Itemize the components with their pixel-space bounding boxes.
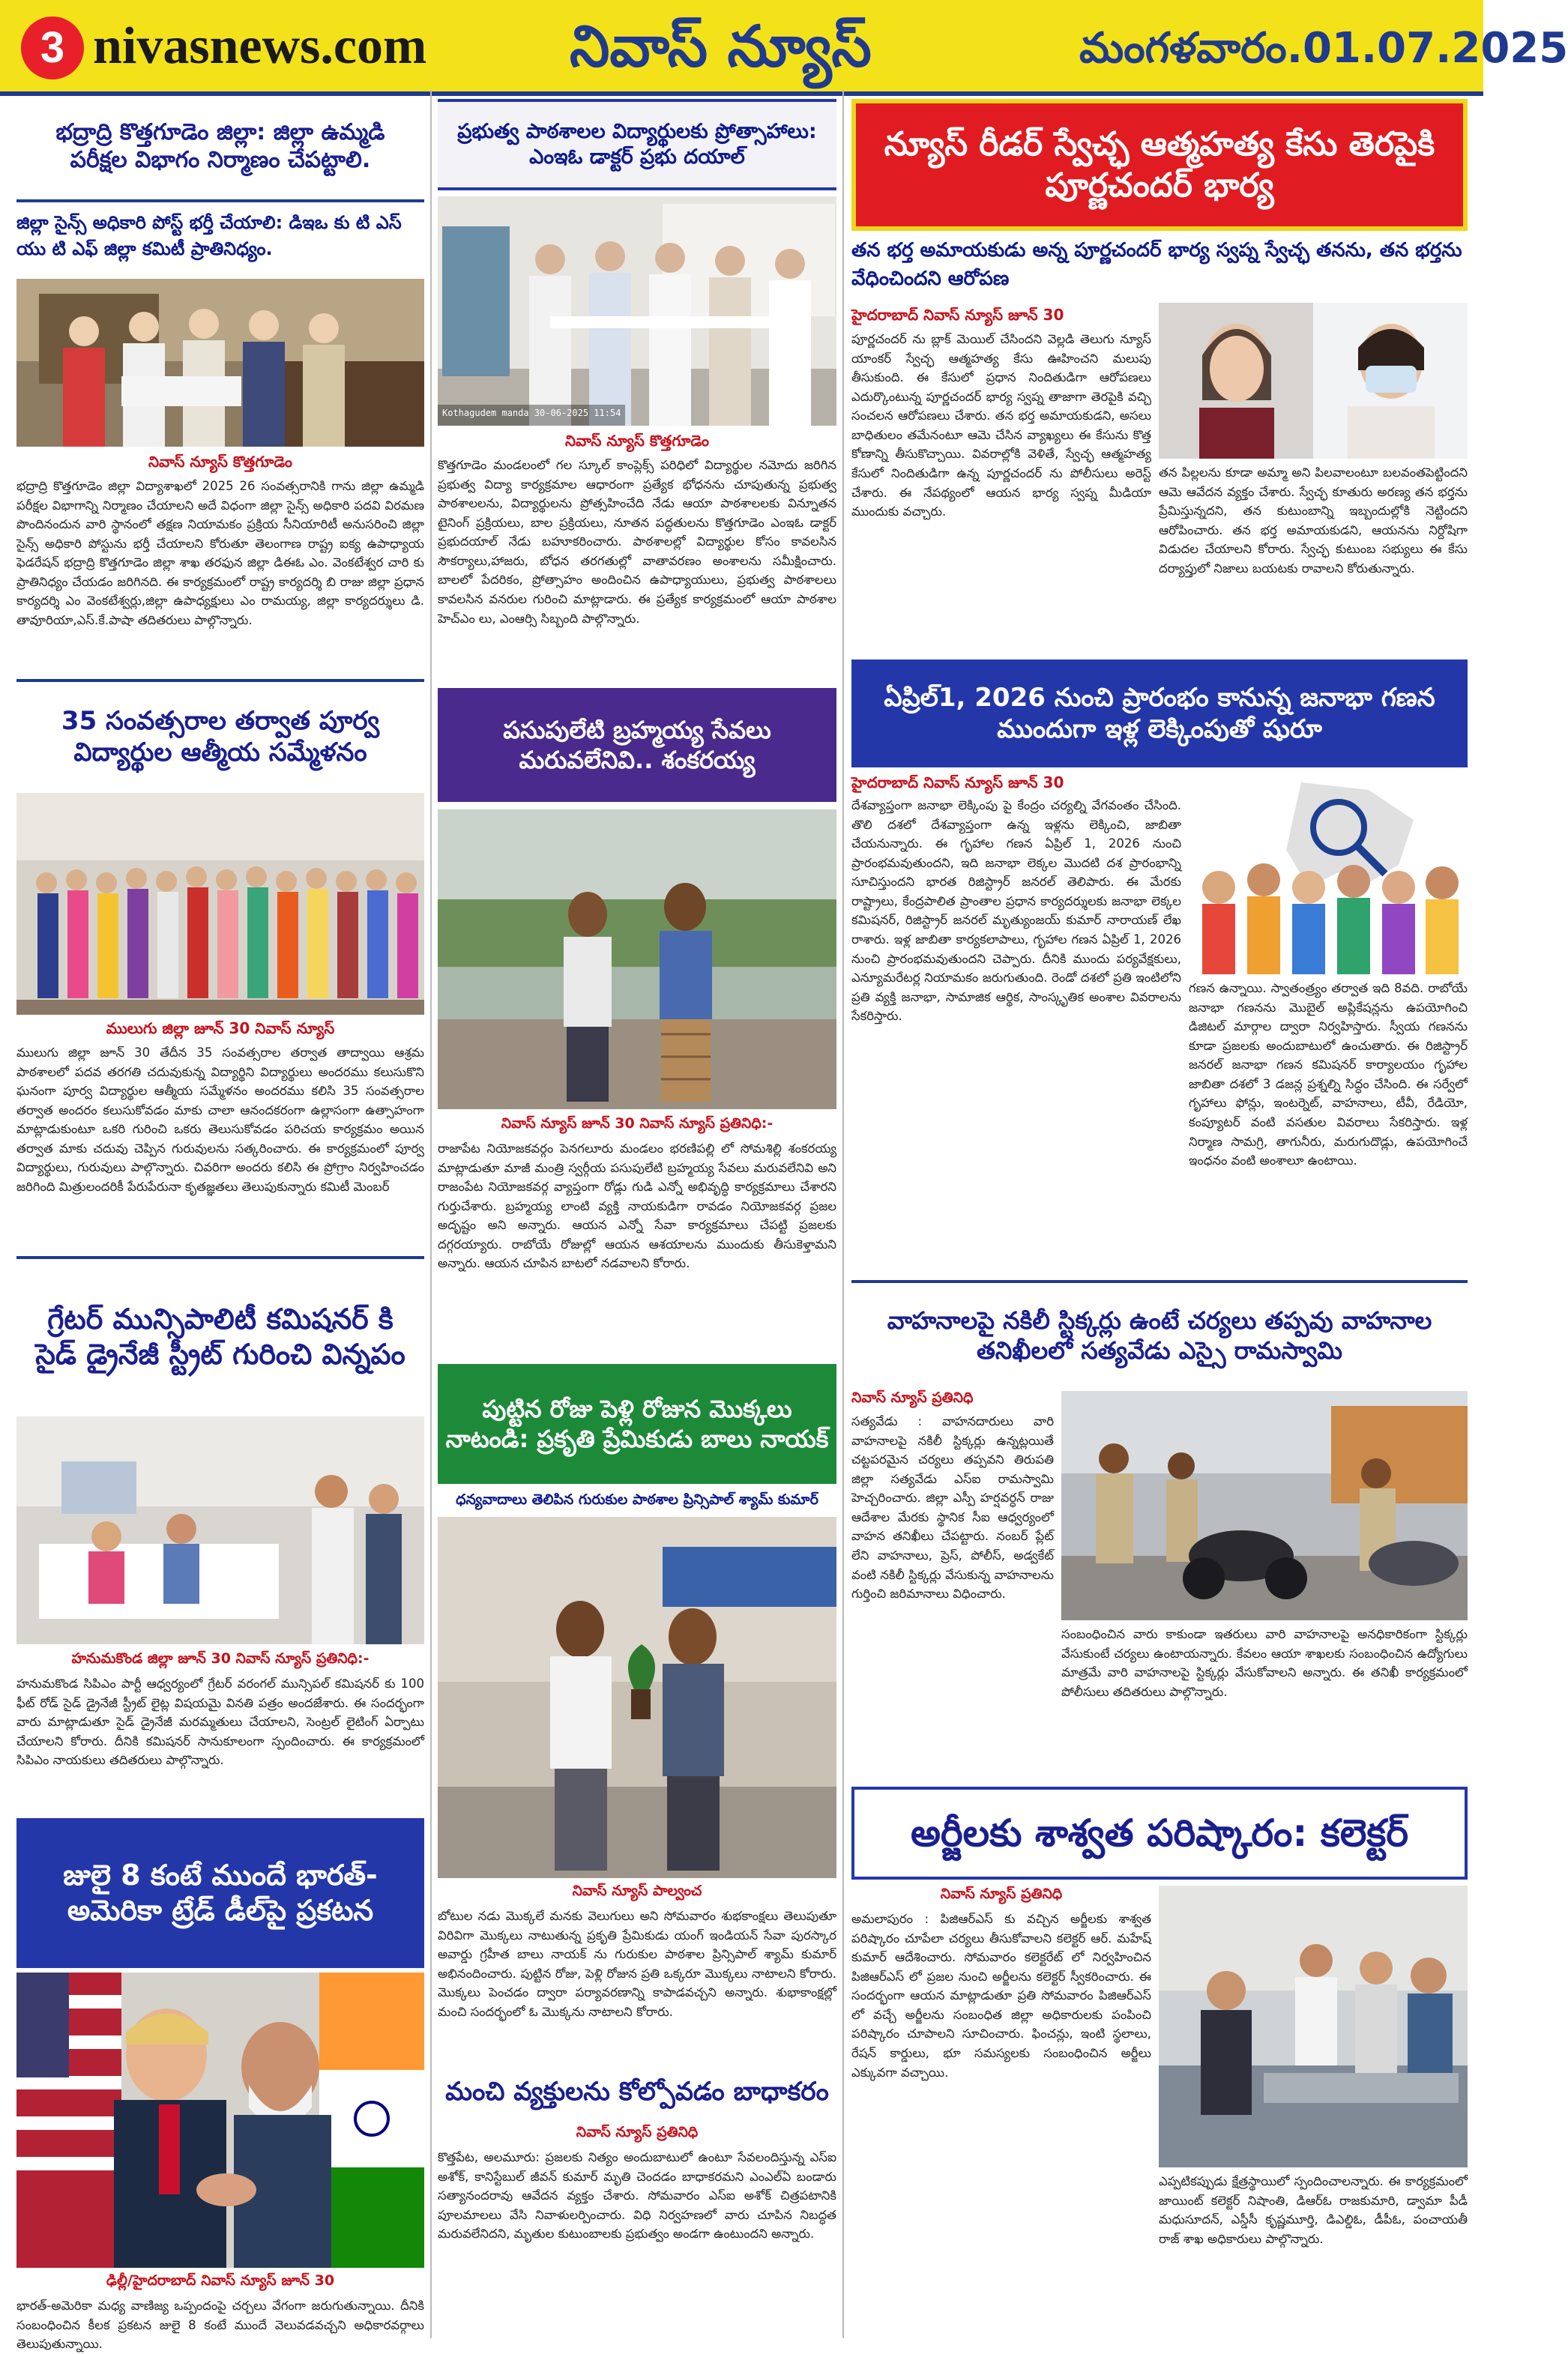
story1-byline: నివాస్ న్యూస్ కొత్తగూడెం bbox=[148, 453, 293, 471]
story9-byline: నివాస్ న్యూస్ ప్రతినిధి bbox=[576, 2124, 699, 2140]
story7-headline: గ్రేటర్ మున్సిపాలిటీ కమిషనర్ కి సైడ్ డ్రైనేజీ స్ట్రీట్ గురించి విన్నపం bbox=[16, 1262, 424, 1412]
story11-photo bbox=[1159, 1886, 1468, 2167]
site-name[interactable]: nivasnews.com bbox=[93, 17, 427, 75]
photo-timestamp: Kothagudem manda 30-06-2025 11:54 bbox=[442, 408, 621, 418]
story6-body-left: దేశవ్యాప్తంగా జనాభా లెక్కింపు పై కేంద్రం చర్యల్ని వేగవంతం చేసింది. తొలి దశలో దేశవ్యాప్తంగా ఉన్న ఇళ్లను లెక్కించి, జాబితా చేయనున్నారు. ఈ గృహాల గణన ఏప్రిల్ 1, 2026 నుంచి ప్రారంభమవుతుందని, ఇది జనాభా లెక్కల మొదటి దశ ప్రారంభాన్ని సూచిస్తుందని భారత రిజిస్ట్రార్ జనరల్ తెలిపారు. ఈ మేరకు రాష్ట్రాలు, కేంద్రపాలిత ప్రాంతాల ప్రధాన కార్యదర్శులకు జనాభా లెక్కల కమిషనర్, రిజిస్ట్రార్ జనరల్ మృత్యుంజయ్ కుమార్ నారాయణ్ లేఖ రాశారు. ఇళ్ల జాబితా కార్యకలాపాలు, గృహాల గణన ఏప్రిల్ 1, 2026 నుంచి ప్రారంభమవుతుందని చెప్పారు. దీనికి ముందు పర్యవేక్షకులు, ఎన్యూమరేటర్ల నియామకం జరుగుతుంది. రెండో దశలో ప్రతి ఇంటిలోని ప్రతి వ్యక్తి జనాభా, సామాజిక ఆర్థిక, సాంస్కృతిక అంశాల వివరాలను సేకరిస్తారు. bbox=[851, 798, 1181, 1024]
story12-photo bbox=[16, 1973, 424, 2268]
divider bbox=[851, 1280, 1468, 1283]
story6-byline: హైదరాబాద్ నివాస్ న్యూస్ జూన్ 30 bbox=[851, 773, 1064, 791]
story3-body-left: పూర్ణచందర్ ను బ్లాక్ మెయిల్ చేసిందని వెల్లడి తెలుగు న్యూస్ యాంకర్ స్వేచ్ఛ ఆత్మహత్య కేసు ఊహించని మలుపు తీసుకుంది. ఈ కేసులో ప్రధాన నిందితుడిగా ఆరోపణలు ఎదుర్కొంటున్న పూర్ణచందర్ భార్య స్వప్న తాజాగా తెరపైకి వచ్చి సంచలన ఆరోపణలు చేశారు. తన భర్త అమాయకుడని, అసలు బాధితులం తమేనంటూ ఆమె చేసిన వ్యాఖ్యలు ఈ కేసును కొత్త కోణాన్ని తీసుకొచ్చాయి. వివరాల్లోకి వెళితే, స్వేచ్ఛ ఆత్మహత్య కేసులో నిందితుడిగా ఉన్న పూర్ణచందర్ ను పోలీసులు అరెస్ట్ చేశారు. ఈ నేపథ్యంలో ఆయన భార్య స్వప్న మీడియా ముందుకు వచ్చారు. bbox=[851, 332, 1151, 519]
story1-body: భద్రాద్రి కొత్తగూడెం జిల్లా విద్యాశాఖలో 2025 26 సంవత్సరానికి గాను జిల్లా ఉమ్మడి పరీక్షల విభాగాన్ని నిర్మాణం చేయాలని అదే విధంగా జిల్లా సైన్స్ అధికారి పదవి విరమణ పొందినందున వారి స్థానంలో తక్షణ నియామకం ప్రక్రియ సీనియారిటీ అనుసరించి జిల్లా సైన్స్ అధికారి పోస్టును భర్తీ చేయాలని కోరుతూ తెలంగాణ రాష్ట్ర ఐక్య ఉపాధ్యాయ ఫెడరేషన్ భద్రాద్రి కొత్తగూడెం జిల్లా శాఖ తరఫున జిల్లా డిఈఓ ఎం. వెంకటేశ్వర చారి కు ప్రాతినిధ్యం చేయడం జరిగినది. ఈ కార్యక్రమంలో రాష్ట్ర కార్యదర్శి బి రాజు జిల్లా ప్రధాన కార్యదర్శి ఎం వెంకటేశ్వర్లు,జిల్లా ఉపాధ్యక్షులు ఎం రామయ్య, జిల్లా కార్యదర్శులు డి. తావూరియా,ఎస్.కే.పాషా తదితరులు పాల్గొన్నారు. bbox=[16, 479, 424, 627]
story3-headline: న్యూస్ రీడర్ స్వేచ్ఛ ఆత్మహత్య కేసు తెరపైకి పూర్ణచందర్ భార్య bbox=[851, 99, 1468, 231]
story2-body: కొత్తగూడెం మండలంలో గల స్కూల్ కాంప్లెక్స్ పరిధిలో విద్యార్థుల నమోదు జరిగిన ప్రభుత్వ విద్యా కార్యక్రమాల ఆధారంగా ప్రత్యేక భోధనను చూపుతున్న ప్రభుత్వ పాఠశాలలను, విద్యార్థులను ప్రోత్సహించేది నేడు ఆయా పాఠశాలలకు విన్నూతన టైనింగ్ ప్రక్రియలు, బాల ప్రక్రియలు, నూతన పద్ధతులను కొత్తగూడెం ఎంఇఓ డాక్టర్ ప్రభుదయాల్ నేడు బహూకరించారు. పాఠశాలల్లో విద్యార్థుల కోసం కావలసిన సౌకర్యాలు,హాజరు, బోధన తరగతుల్లో వాతావరణం అంశాలను సమీక్షించారు. బాలలో పేదరికం, ప్రోత్సాహం అందించిన ఉపాధ్యాయులు, ప్రభుత్వ పాఠశాలలు కావలసిన వనరుల గురించి మాట్లాడారు. ఈ ప్రత్యేక కార్యక్రమంలో ఆయా పాఠశాల హెచ్ఎం లు, ఎంఆర్సి సిబ్బంది పాల్గొన్నారు. bbox=[438, 458, 836, 626]
story6-headline: ఏప్రిల్1, 2026 నుంచి ప్రారంభం కానున్న జనాభా గణన ముందుగా ఇళ్ల లెక్కింపుతో షురూ bbox=[851, 660, 1468, 767]
story8-headline: పుట్టిన రోజు పెళ్లి రోజున మొక్కలు నాటండి: ప్రకృతి ప్రేమికుడు బాలు నాయక్ bbox=[438, 1364, 836, 1484]
story7-photo bbox=[16, 1416, 424, 1644]
story5-body: రాజాపేట నియోజకవర్గం పెనగలూరు మండలం భరణిపల్లి లో సోమశిల్లి శంకరయ్య మాట్లాడుతూ మాజీ మంత్రి స్వర్గీయ పసుపులేటి బ్రహ్మయ్య సేవలు మరువలేనివి అని రాజంపేట నియోజకవర్గ వ్యాప్తంగా రోడ్లు గుడి ఎన్నో అభివృద్ధి కార్యక్రమాలు చేశారని గుర్తుచేశారు. బ్రహ్మయ్య లాంటి వ్యక్తి నాయకుడిగా రావడం నియోజకవర్గ ప్రజల అదృష్టం అని అన్నారు. ఆయన ఎన్నో సేవా కార్యక్రమాలు చేపట్టి ప్రజలకు దగ్గరయ్యారు. రాబోయే రోజుల్లో ఆయన ఆశయాలను ముందుకు తీసుకెళ్తామని అన్నారు. ఆయన చూపిన బాటలో నడవాలని కోరారు. bbox=[438, 1141, 836, 1271]
divider bbox=[16, 679, 424, 682]
story11-byline: నివాస్ న్యూస్ ప్రతినిధి bbox=[940, 1886, 1063, 1902]
story9-body: కొత్తపేట, అలమూరు: ప్రజలకు నిత్యం అందుబాటులో ఉంటూ సేవలందిస్తున్న ఎస్ఐ అశోక్, కానిస్టేబుల్ జీవన్ కుమార్ మృతి చెందడం బాధాకరమని ఎంఎల్ఏ బండారు సత్యానందరావు ఆవేదన వ్యక్తం చేశారు. సోమవారం ఎస్ఐ అశోక్ చిత్రపటానికి పూలమాలలు వేసి నివాళులర్పించారు. విధి నిర్వహణలో వారు చూపిన నిబద్ధత మరువలేనిదని, మృతుల కుటుంబాలకు ప్రభుత్వం అండగా ఉంటుందని అన్నారు. bbox=[438, 2150, 836, 2242]
story10-photo bbox=[1061, 1391, 1468, 1620]
story6-body-right: గణన ఉన్నాయి. స్వాతంత్ర్యం తర్వాత ఇది 8వది. రాబోయే జనాభా గణనను మొబైల్ అప్లికేషన్లను ఉపయోగించి డిజిటల్ మార్గాల ద్వారా నిర్వహిస్తారు. స్వీయ గణనను కూడా ప్రజలకు అందుబాటులో ఉంచుతారు. ఈ రిజిస్ట్రార్ జనరల్ జనాభా గణన కమిషనర్ కార్యాలయం గృహాల జాబితా దశలో 3 డజన్ల ప్రశ్నల్ని సిద్ధం చేసింది. ఈ సర్వేలో గృహాలు ఫోన్లు, ఇంటర్నెట్, వాహనాలు, టీవీ, రేడియో, కంప్యూటర్ వంటి వసతుల వివరాలు సేకరిస్తారు. ఇళ్ల నిర్మాణ సామగ్రి, తాగునీరు, మరుగుదొడ్లు, ఉపయోగించే ఇంధనం వంటి అంశాలూ ఉంటాయి. bbox=[1189, 981, 1468, 1168]
story7-body: హనుమకొండ సిపిఎం పార్టీ ఆధ్వర్యంలో గ్రేటర్ వరంగల్ మున్సిపల్ కమిషనర్ కు 100 ఫీట్ రోడ్ సైడ్ డ్రైనేజీ స్ట్రీట్ లైట్ల విషయమై వినతి పత్రం అందజేశారు. ఈ సందర్భంగా వారు మాట్లాడుతూ సైడ్ డ్రైనేజీ మరమ్మతులు చేయాలని, సెంట్రల్ లైటింగ్ ఏర్పాటు చేయాలని కోరారు. దీనికి కమిషనర్ సానుకూలంగా స్పందించారు. ఈ కార్యక్రమంలో సిపిఎం నాయకులు తదితరులు పాల్గొన్నారు. bbox=[16, 1677, 424, 1768]
story5-byline: నివాస్ న్యూస్ జూన్ 30 నివాస్ న్యూస్ ప్రతినిధి:- bbox=[501, 1115, 774, 1132]
page-number-badge: 3 bbox=[21, 16, 84, 79]
story7-byline: హనుమకొండ జిల్లా జూన్ 30 నివాస్ న్యూస్ ప్రతినిధి:- bbox=[71, 1650, 370, 1667]
story10-body-left: సత్యవేడు : వాహనదారులు వారి వాహనాలపై నకిలీ స్టిక్కర్లు ఉన్నట్లయితే చట్టపరమైన చర్యలు తప్పవని తిరుపతి జిల్లా సత్యవేడు ఎస్ఐ రామస్వామి హెచ్చరించారు. జిల్లా ఎస్పీ హర్షవర్ధన్ రాజు ఆదేశాల మేరకు స్థానిక సీఐ ఆధ్వర్యంలో వాహన తనిఖీలు చేపట్టారు. నంబర్ ప్లేట్ లేని వాహనాలు, ప్రెస్, పోలీస్, అడ్వకేట్ వంటి నకిలీ స్టిక్కర్లు వేసుకున్న వాహనాలను గుర్తించి జరిమానాలు విధించారు. bbox=[851, 1414, 1054, 1602]
story10-body-right: సంబంధించిన వారు కాకుండా ఇతరులు వారి వాహనాలపై అనధికారికంగా స్టిక్కర్లు వేసుకుంటే చర్యలు ఉంటాయన్నారు. కేవలం ఆయా శాఖలకు సంబంధించిన ఉద్యోగులు మాత్రమే వారి వాహనాలపై స్టిక్కర్లు వేసుకోవాలని అన్నారు. ఈ తనిఖీ కార్యక్రమంలో పోలీసులు తదితరులు పాల్గొన్నారు. bbox=[1061, 1627, 1468, 1699]
story2-byline: నివాస్ న్యూస్ కొత్తగూడెం bbox=[564, 432, 710, 450]
story1-photo bbox=[16, 279, 424, 447]
story4-headline: 35 సంవత్సరాల తర్వాత పూర్వ విద్యార్థుల ఆత్మీయ సమ్మేళనం bbox=[16, 685, 424, 788]
brand-title: నివాస్ న్యూస్ bbox=[570, 13, 872, 79]
story12-byline: ఢిల్లీ/హైదరాబాద్ నివాస్ న్యూస్ జూన్ 30 bbox=[106, 2272, 335, 2289]
story8-subheading: ధన్యవాదాలు తెలిపిన గురుకుల పాఠశాల ప్రిన్సిపాల్ శ్యామ్ కుమార్ bbox=[456, 1491, 818, 1508]
story11-body-right: ఎప్పటికప్పుడు క్షేత్రస్థాయిలో స్పందించాలన్నారు. ఈ కార్యక్రమంలో జాయింట్ కలెక్టర్ నిషాంతి, డిఆర్ఓ రాజకుమారి, డ్వామా పీడీ మధుసూదన్, ఎస్డీసీ కృష్ణమూర్తి, డిఎల్డిఓ, డీపీఓ, పంచాయతీ రాజ్ శాఖ అధికారులు పాల్గొన్నారు. bbox=[1159, 2174, 1468, 2246]
issue-date: మంగళవారం.01.07.2025 bbox=[1079, 24, 1568, 73]
story8-byline: నివాస్ న్యూస్ పాల్వంచ bbox=[572, 1883, 702, 1899]
story11-headline: అర్జీలకు శాశ్వత పరిష్కారం: కలెక్టర్ bbox=[851, 1787, 1468, 1880]
story5-headline: పసుపులేటి బ్రహ్మయ్య సేవలు మరువలేనివి.. శంకరయ్య bbox=[438, 688, 836, 802]
column-divider bbox=[842, 90, 844, 2338]
story10-byline: నివాస్ న్యూస్ ప్రతినిధి bbox=[851, 1389, 974, 1406]
story8-body: బోటుల నడు మొక్కలే మనకు వెలుగులు అని సోమవారం శుభకాంక్షలు తెలుపుతూ విరివిగా మొక్కలు నాటుతున్న ప్రకృతి ప్రేమికుడు యంగ్ ఇండియన్ సేవా పురస్కార అవార్డు గ్రహీత బాలు నాయక్ ను గురుకుల పాఠశాల ప్రిన్సిపాల్ శ్యామ్ కుమార్ అభినందించారు. పుట్టిన రోజు, పెళ్లి రోజున ప్రతి ఒక్కరూ మొక్కలు నాటాలని కోరారు. మొక్కలు పెంచడం ద్వారా పర్యావరణాన్ని కాపాడవచ్చని అన్నారు. శుభాకాంక్షల్లో మంచి సందర్భంలో ఓ మొక్కను నాటాలని కోరారు. bbox=[438, 1909, 836, 2019]
divider bbox=[16, 1256, 424, 1259]
story4-body: ములుగు జిల్లా జూన్ 30 తేదీన 35 సంవత్సరాల తర్వాత తాద్వాయి ఆశ్రమ పాఠశాలలో పదవ తరగతి చదువుకున్న విద్యార్థిని విద్యార్థులు అందరము కలుసుకొని ఘనంగా పూర్వ విద్యార్థుల ఆత్మీయ సమ్మేళనం అందరము కలిసి 35 సంవత్సరాల తర్వాత అందరం కలుసుకోవడం మాకు చాలా ఆనందకరంగా ఉల్లాసంగా ఉత్సాహంగా మాట్లాడుకుంటూ ఒకరి గురించి ఒకరు తెలుసుకోవడం పరిచయ కార్యక్రమం అయిన తర్వాత మాకు చదువు చెప్పిన గురువులను సత్కరించారు. ఈ కార్యక్రమంలో పూర్వ విద్యార్థులు, గురువులు పాల్గొన్నారు. చివరిగా అందరు కలిసి ఈ ప్రోగ్రాం నిర్వహించడం జరిగింది మిత్రులందరికీ పేరుపేరునా కృతజ్ఞతలు తెలుపుకున్నారు కమిటీ మెంబర్ bbox=[16, 1045, 424, 1194]
story5-photo bbox=[438, 809, 836, 1109]
story2-photo bbox=[438, 196, 836, 426]
story3-photo bbox=[1159, 303, 1468, 459]
story4-byline: ములుగు జిల్లా జూన్ 30 నివాస్ న్యూస్ bbox=[106, 1019, 335, 1037]
story3-body-right: తన పిల్లలను కూడా అమ్మా అని పిలవాలంటూ బలవంతపెట్టిందని ఆమె ఆవేదన వ్యక్తం చేశారు. స్వేచ్ఛ కూతురు అరణ్య తన భర్తను ప్రేమిస్తున్నదని, తన కుటుంబాన్ని ఇబ్బందుల్లోకి నెట్టిందని ఆరోపించారు. తన భర్త అమాయకుడని, ఆయనను నిర్దోషిగా విడుదల చేయాలని కోరారు. స్వేచ్ఛ కుటుంబ సభ్యులు ఈ కేసు దర్యాప్తులో నిజాలు బయటకు రావాలని కోరుతున్నారు. bbox=[1159, 465, 1468, 576]
story11-body-left: అమలాపురం : పిజిఆర్ఎస్ కు వచ్చిన అర్జీలకు శాశ్వత పరిష్కారం చూపేలా చర్యలు తీసుకోవాలని కలెక్టర్ ఆర్. మహేష్ కుమార్ ఆదేశించారు. సోమవారం కలెక్టరేట్ లో నిర్వహించిన పిజిఆర్ఎస్ లో ప్రజల నుంచి అర్జీలను కలెక్టర్ స్వీకరించారు. ఈ సందర్భంగా ఆయన మాట్లాడుతూ ప్రతి సోమవారం పిజిఆర్ఎస్ లో వచ్చే అర్జీలను సంబంధిత జిల్లా అధికారులకు పంపించి పరిష్కారం చూపాలని సూచించారు. ఫించన్లు, ఇంటి స్థలాలు, రేషన్ కార్డులు, భూ సమస్యలకు సంబంధించిన అర్జీలు ఎక్కువగా వచ్చాయి. bbox=[851, 1912, 1151, 2080]
story1-headline: భద్రాద్రి కొత్తగూడెం జిల్లా: జిల్లా ఉమ్మడి పరీక్షల విభాగం నిర్మాణం చేపట్టాలి. bbox=[16, 96, 424, 196]
story10-headline: వాహనాలపై నకిలీ స్టిక్కర్లు ఉంటే చర్యలు తప్పవు వాహనాల తనిఖీలలో సత్యవేడు ఎస్సై రామస్వామి bbox=[851, 1286, 1468, 1385]
column-divider bbox=[430, 90, 432, 2338]
story1-subheading: జిల్లా సైన్స్ అధికారి పోస్ట్ భర్తీ చేయాలి: డిఇఒ కు టి ఎస్ యు టి ఎఫ్ జిల్లా కమిటీ ప్రాతినిధ్యం. bbox=[16, 212, 402, 259]
divider bbox=[16, 199, 424, 202]
story2-headline: ప్రభుత్వ పాఠశాలల విద్యార్థులకు ప్రోత్సాహాలు: ఎంఇఓ డాక్టర్ ప్రభు దయాల్ bbox=[438, 99, 836, 190]
story6-photo bbox=[1189, 775, 1468, 974]
story9-headline: మంచి వ్యక్తులను కోల్పోవడం బాధాకరం bbox=[438, 2062, 836, 2121]
story8-photo bbox=[438, 1517, 836, 1878]
story4-photo bbox=[16, 793, 424, 1015]
story12-headline: జులై 8 కంటే ముందే భారత్-అమెరికా ట్రేడ్ డీల్‌పై ప్రకటన bbox=[16, 1818, 424, 1968]
story3-subheading: తన భర్త అమాయకుడు అన్న పూర్ణచందర్ భార్య స్వప్న స్వేచ్ఛ తనను, తన భర్తను వేధించిందని ఆరోపణ bbox=[851, 239, 1462, 290]
story3-byline: హైదరాబాద్ నివాస్ న్యూస్ జూన్ 30 bbox=[851, 306, 1064, 324]
story12-body: భారత్-అమెరికా మధ్య వాణిజ్య ఒప్పందంపై చర్చలు వేగంగా జరుగుతున్నాయి. దీనికి సంబంధించిన కీలక ప్రకటన జులై 8 కంటే ముందే వెలువడవచ్చని అధికారవర్గాలు తెలుపుతున్నాయి. bbox=[16, 2299, 424, 2352]
